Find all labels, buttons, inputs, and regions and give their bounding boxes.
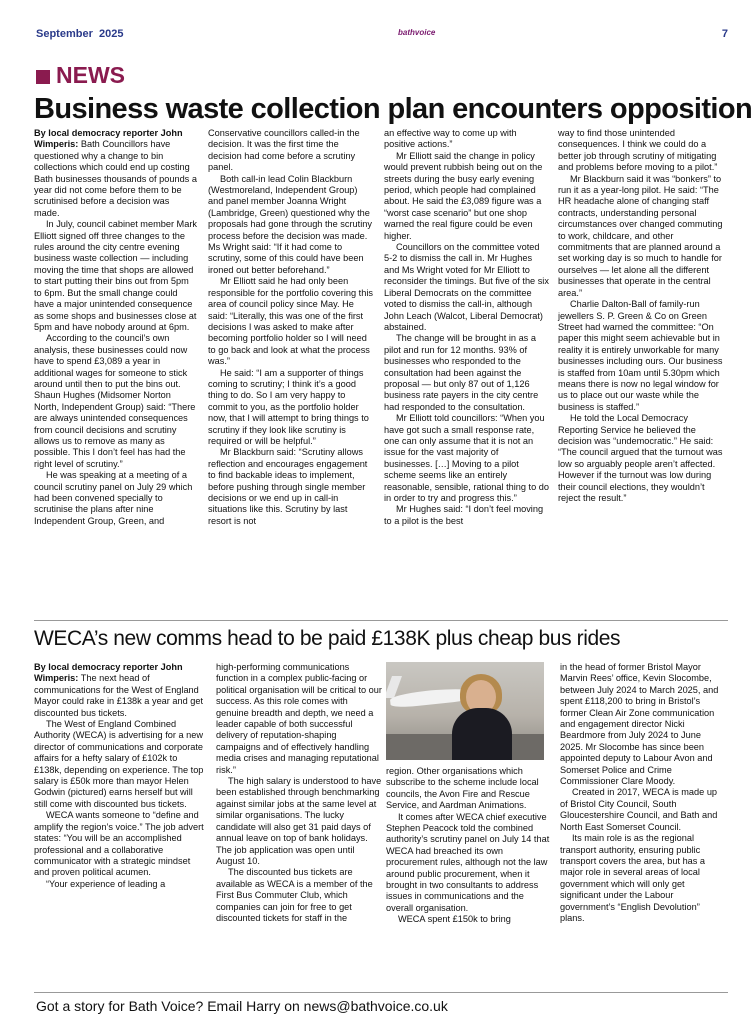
article2-col3-p2: WECA spent £150k to bring — [398, 914, 511, 925]
article1-column-4 — [558, 128, 724, 504]
article1-col2-p0: Conservative councillors called-in the decision. It was the first time the decision had come before a scrutiny panel. — [208, 128, 360, 173]
footer-contact: Got a story for Bath Voice? Email Harry on news@bathvoice.co.uk — [36, 998, 448, 1014]
article2-col1-p0 — [34, 662, 206, 719]
issue-month: September — [36, 28, 93, 40]
article2-col3-p0: region. Other organisations which subscribe to the scheme include local councils, the Avon Fire and Rescue Service, and Aardman Animations. — [386, 766, 539, 811]
article1-col3-p4: Mr Elliott told councillors: “When you have got such a small response rate, one can only assume that it is not an issue for the vast majority of businesses. […] Moving to a pilot scheme seems like an entirely reasonable, sensible, rational thing to do in order to try and progress this.” — [384, 413, 549, 503]
article2-column-4 — [560, 662, 726, 924]
article1-column-2 — [208, 128, 373, 527]
article2-col1-p2: WECA wants someone to “define and amplify the region’s voice.” The job advert states: “You will be an accomplished professional and a collaborative communicator with a strategic mindset and proven political acumen. — [34, 810, 204, 878]
page-header — [36, 28, 728, 48]
article1-col1-p0 — [34, 128, 197, 219]
article1-col1-p2: According to the council’s own analysis, these businesses could now have to spend £3,089 a year in additional wages for someone to stick around until then to put the bins out. Shaun Hughes (Midsomer Norton North, Independent Group) said: “There are always unintended consequences from council decisions and scrutiny allows us to remove as many as possible. This I don’t feel has had the right level of scrutiny.” — [34, 333, 196, 469]
issue-year: 2025 — [98, 28, 124, 40]
section-label: NEWS — [56, 62, 125, 88]
article1-column-3 — [384, 128, 549, 527]
article2-headline: WECA’s new comms head to be paid £138K plus cheap bus rides — [34, 627, 621, 650]
article1-col3-p5: Mr Hughes said: “I don’t feel moving to a pilot is the best — [384, 504, 544, 526]
article-divider — [34, 620, 728, 621]
article1-col2-p3: He said: “I am a supporter of things coming to scrutiny; I think it’s a good thing to do. So I am very happy to commit to you, as the portfolio holder now, that I will attempt to bring things to scrutiny if they look like scrutiny is required or will be helpful.” — [208, 367, 369, 446]
article2-col1-p3: “Your experience of leading a — [46, 878, 166, 889]
article2-col4-p2: Its main role is as the regional transport authority, ensuring public transport covers the area, but has a major role in several areas of local government which will only get significant under the Labour government’s “English Devolution” plans. — [560, 833, 706, 923]
article1-col4-p3: He told the Local Democracy Reporting Service he believed the decision was “undemocratic.” He said: “The council argued that the turnout was low so arguably people aren’t affected. However if the turnout was low during their council elections, they wouldn’t reject the result.” — [558, 413, 723, 503]
article1-headline: Business waste collection plan encounters opposition — [34, 93, 753, 125]
article1-col4-p2: Charlie Dalton-Ball of family-run jewellers S. P. Green & Co on Green Street had warned the committee: “On paper this might seem achievable but in reality it is entirely unworkable for many businesses including ours. Our business is staffed from 10am until 5.30pm which means there is now no legal window for us to place out our waste while the business is staffed.” — [558, 299, 723, 412]
article2-col2-p1: The high salary is understood to have been established through benchmarking against similar jobs at the same level at similar organisations. The lucky candidate will also get 31 paid days of annual leave on top of bank holidays. The job application was open until August 10. — [216, 776, 382, 866]
article2-column-3 — [386, 766, 552, 926]
article2-col3-p1: It comes after WECA chief executive Stephen Peacock told the combined authority’s scrutiny panel on July 14 that WECA had breached its own procurement rules, although not the law around public procurement, when it brought in two consultants to address issues in communications and the overall organisation. — [386, 811, 550, 913]
article2-col2-p2: The discounted bus tickets are available as WECA is a member of the First Bus Commuter Club, which companies can join for free to get discounted tickets for staff in the — [216, 867, 373, 923]
photo-person-body — [452, 708, 512, 760]
article1-col3-p3: The change will be brought in as a pilot and run for 12 months. 93% of businesses who responded to the consultation had been against the proposal — but only 87 out of 1,126 business rate payers in the city centre had responded to the consultation. — [384, 333, 539, 412]
article2-column-2 — [216, 662, 382, 924]
article1-col3-p0: an effective way to come up with positive actions.” — [384, 128, 517, 150]
masthead-logo: bathvoice — [398, 28, 436, 37]
footer-divider — [34, 992, 728, 993]
section-square-icon — [36, 70, 50, 84]
issue-date — [36, 28, 123, 40]
article1-col2-p2: Mr Elliott said he had only been responsible for the portfolio covering this area of council policy since May. He said: “Literally, this was one of the first decisions I was asked to make after becoming portfolio holder so I will need to go back and look at what the process was.” — [208, 276, 373, 367]
article1-col3-p1: Mr Elliott said the change in policy would prevent rubbish being out on the streets during the busy early evening period, which people had complained about. He said the £3,089 figure was a “worst case scenario” but one shop warned the real figure could be even higher. — [384, 150, 543, 241]
article1-col1-text0: Bath Councillors have questioned why a change to bin collections which could end up costing Bath businesses thousands of pounds a year did not come before them to be scrutinised before a decision was made. — [34, 139, 197, 218]
article1-col2-p1: Both call-in lead Colin Blackburn (Westmoreland, Independent Group) and panel member Joanna Wright (Lambridge, Green) questioned why the proposals had gone through the scrutiny process before the decision was made. Ms Wright said: “If it had come to scrutiny, some of this could have been ironed out better beforehand.” — [208, 173, 372, 275]
article1-col1-p1: In July, council cabinet member Mark Elliott signed off three changes to the rules around the city centre evening business waste collection — including moving the time that shops are allowed to start putting their bins out from 5pm to 6pm. But the small change could have a major unintended consequence as some shops and businesses close at 5pm and have nobody around at 6pm. — [34, 219, 197, 332]
article1-col1-p3: He was speaking at a meeting of a council scrutiny panel on July 29 which had been convened specially to scrutinise the plans after nine Independent Group, Green, and — [34, 470, 193, 526]
article1-col3-p2: Councillors on the committee voted 5-2 to dismiss the call in. Mr Hughes and Ms Wright voted for Mr Elliott to reconsider the timings. But five of the six Liberal Democrats on the committee voted to dismiss the call-in, although John Leach (Walcot, Liberal Democrat) abstained. — [384, 242, 549, 332]
page-number: 7 — [721, 28, 728, 40]
article2-column-1 — [34, 662, 206, 890]
article2-photo — [386, 662, 544, 760]
article2-col2-p0: high-performing communications function in a complex public-facing or political organisation will be critical to our success. As this role comes with genuine breadth and depth, we need a leader capable of both successful delivery of reputation-shaping campaigns and of effectively handling media crises and managing reputational risk.” — [216, 662, 382, 775]
article1-col4-p1: Mr Blackburn said it was “bonkers” to run it as a year-long pilot. He said: “The HR headache alone of changing staff contracts, understanding personal circumstances over changed commuting to work, childcare, and other commitments that are planned around a set working day is so much to handle for ourselves — let alone all the different businesses that operate in the central area.” — [558, 173, 723, 298]
article2-col4-p1: Created in 2017, WECA is made up of Bristol City Council, South Gloucestershire Council, and Bath and North East Somerset Council. — [560, 787, 718, 832]
article1-column-1 — [34, 128, 197, 527]
article2-byline: By local democracy reporter John Wimperis: — [34, 662, 183, 684]
article2-col1-text0: The next head of communications for the West of England Mayor could rake in £138k a year and get discounted bus tickets. — [34, 673, 204, 718]
article1-col2-p4: Mr Blackburn said: “Scrutiny allows reflection and encourages engagement to find backable ideas to implement, before pushing through single member decisions or we end up in call-in situations like this. Scrutiny by last resort is not — [208, 447, 368, 526]
article1-byline: By local democracy reporter John Wimperis: — [34, 128, 183, 150]
article1-col4-p0: way to find those unintended consequences. I think we could do a better job through scrutiny of mitigating and problems before moving to a pilot.” — [558, 128, 718, 173]
article2-col4-p0: in the head of former Bristol Mayor Marvin Rees’ office, Kevin Slocombe, between July 2024 to March 2025, and spent £118,200 to bring in Bristol’s former Clean Air Zone communication and engagement director Nicki Beardmore from July 2024 to June 2025. Mr Slocombe has since been appointed deputy to Labour Avon and Somerset Police and Crime Commissioner Clare Moody. — [560, 662, 719, 787]
article2-col1-p1: The West of England Combined Authority (WECA) is advertising for a new director of communications and corporate affairs for a hefty salary of £102k to £138k, depending on experience. The top salary is £50k more than mayor Helen Godwin (pictured) earns herself but will still come with discounted bus tickets. — [34, 719, 204, 809]
